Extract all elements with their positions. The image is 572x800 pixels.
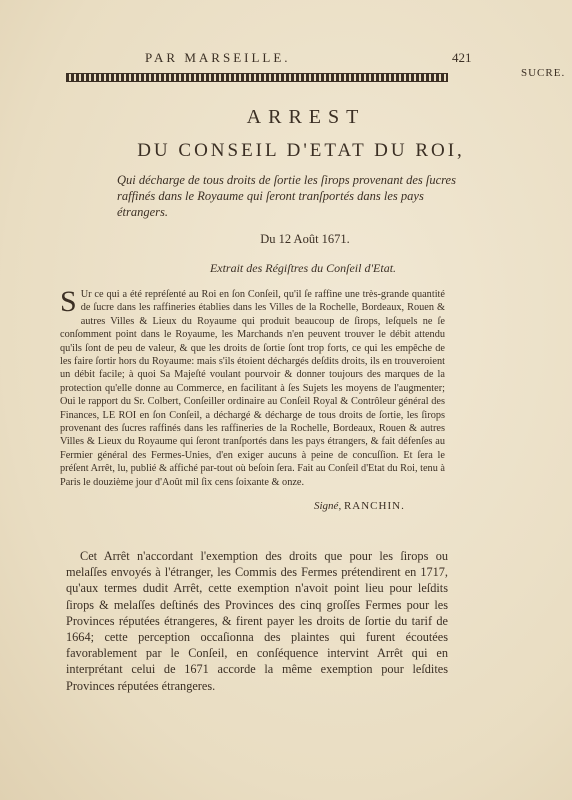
signature-line [314,500,405,512]
commentary-paragraph [66,548,448,694]
decree-date: Du 12 Août 1671. [260,232,350,246]
signatory-name: RANCHIN. [343,500,405,512]
extract-heading: Extrait des Régiſtres du Conſeil d'Etat. [209,261,397,275]
ornamental-rule [66,73,448,82]
document-title: ARREST [246,106,366,128]
signature-label: Signé, [314,500,342,512]
running-title: PAR MARSEILLE. [145,50,291,65]
drop-cap: S [60,285,77,318]
commentary-text: Cet Arrêt n'accordant l'exemption des droits que pour les ſirops ou melaſſes envoyés à l'étranger, les Commis des Fermes prétendirent en 1717, qu'aux termes dudit Arrêt, cette exemption n'avoit point lieu pour leſdits ſirops & melaſſes deſtinés des Provinces des cinq groſſes Fermes pour les Provinces réputées étrangeres, & firent payer les droits de ſortie du tarif de 1664; cette perception occaſionna des plaintes qui furent écoutées favorablement par le Conſeil, en conſéquence intervint Arrêt qui en interprétant celui de 1671 accorde la même exemption pour leſdites Provinces réputées étrangeres. [66,549,448,693]
decree-body [60,285,445,489]
decree-body-text: Ur ce qui a été repréſenté au Roi en ſon Conſeil, qu'il ſe raffine une très-grande quantité de ſucre dans les raffineries établies dans les Villes de la Rochelle, Bordeaux, Rouen & autres Villes & Lieux du Royaume qui produit beaucoup de ſirops, leſquels ne ſe conſomment point dans le Royaume, les Marchands n'en peuvent trouver le débit attendu qu'ils ſont de peu de valeur, & que les droits de ſortie ſont trop forts, ce qui les empêche de les faire ſortir hors du Royaume: mais s'ils étoient déchargés deſdits droits, ils en trouveroient un débit facile; à quoi Sa Majeſté voulant pourvoir & donner toujours des marques de la protection qu'elle donne au Commerce, en facilitant à ſes Sujets les moyens de l'augmenter; Oui le rapport du Sr. Colbert, Conſeiller ordinaire au Conſeil Royal & Contrôleur général des Finances, LE ROI en ſon Conſeil, a déchargé & décharge de tous droits de ſortie, les ſirops provenant des ſucres raffinés dans les raffineries de la Rochelle, Bordeaux, Rouen & autres Villes & Lieux du Royaume qui ſeront tranſportés dans les pays étrangers, & fait défenſes au Fermier général des Fermes-Unies, d'en exiger aucuns à peine de concuſſion. Et ſera le préſent Arrêt, lu, publié & affiché par-tout où beſoin ſera. Fait au Conſeil d'Etat du Roi, tenu à Paris le douzième jour d'Août mil ſix cens ſoixante & onze. [60,289,445,488]
document-subtitle: DU CONSEIL D'ETAT DU ROI, [137,140,465,161]
margin-note: SUCRE. [521,67,566,79]
page-number: 421 [452,50,472,65]
decree-summary: Qui décharge de tous droits de ſortie les ſirops provenant des ſucres raffinés dans le Royaume qui ſeront tranſportés dans les pays étrangers. [117,173,456,219]
